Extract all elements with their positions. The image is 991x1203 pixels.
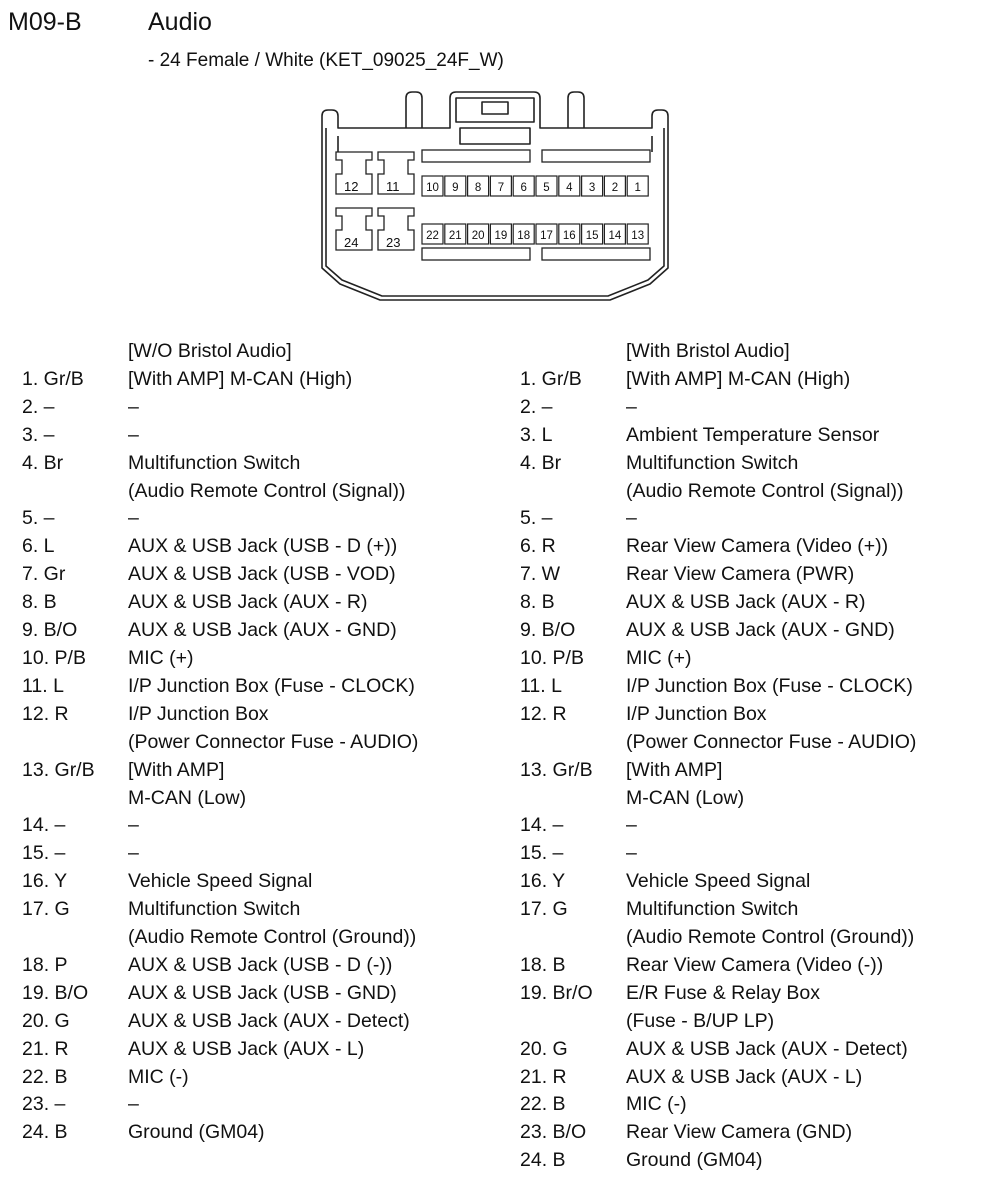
pin-id: 2. – — [520, 395, 553, 418]
pin-description: E/R Fuse & Relay Box — [626, 981, 820, 1004]
pin-id: 19. Br/O — [520, 981, 593, 1004]
pinout-row — [520, 673, 980, 701]
pinout-row — [520, 729, 980, 757]
terminal-label: 24 — [344, 235, 359, 250]
pinout-row — [520, 812, 980, 840]
pinout-row — [520, 478, 980, 506]
pin-id — [520, 785, 626, 813]
pin-id — [22, 478, 128, 506]
pin-description: Multifunction Switch — [626, 451, 799, 474]
pin-description: AUX & USB Jack (AUX - GND) — [626, 619, 895, 642]
pin-description: Vehicle Speed Signal — [128, 870, 313, 893]
pin-description: – — [626, 814, 637, 837]
pin-description: [With AMP] M-CAN (High) — [128, 367, 353, 390]
pin-id: 20. G — [22, 1009, 70, 1032]
pin-description: AUX & USB Jack (AUX - Detect) — [626, 1037, 908, 1060]
terminal-label: 12 — [344, 179, 359, 194]
pin-description: AUX & USB Jack (USB - VOD) — [128, 563, 396, 586]
pinout-row — [22, 450, 492, 478]
pin-id: 12. R — [22, 702, 69, 725]
pin-description: (Audio Remote Control (Ground)) — [626, 926, 915, 949]
pin-id: 24. B — [22, 1121, 68, 1144]
pin-id — [22, 924, 128, 952]
pin-id: 5. – — [520, 507, 553, 530]
pinout-row — [520, 1119, 980, 1147]
pin-description: (Audio Remote Control (Signal)) — [128, 479, 406, 502]
pin-id: 18. B — [520, 953, 566, 976]
pin-id: 22. B — [520, 1093, 566, 1116]
pin-id: 16. Y — [520, 870, 566, 893]
pin-description: MIC (-) — [128, 1065, 189, 1088]
column-heading: [With Bristol Audio] — [626, 340, 790, 362]
pin-number: 8 — [474, 182, 482, 194]
pin-description: (Audio Remote Control (Ground)) — [128, 926, 417, 949]
pin-id: 3. L — [520, 423, 553, 446]
pin-id — [520, 1008, 626, 1036]
pin-description: [With AMP] — [626, 758, 723, 781]
pin-id — [22, 785, 128, 813]
pinout-row — [22, 1008, 492, 1036]
pin-number: 18 — [517, 230, 531, 242]
pin-id: 18. P — [22, 953, 68, 976]
pinout-row — [22, 840, 492, 868]
column-heading-row — [22, 338, 492, 366]
pinout-row — [22, 812, 492, 840]
pin-id: 8. B — [520, 591, 555, 614]
column-heading-row — [520, 338, 980, 366]
pin-id — [22, 729, 128, 757]
pinout-row — [520, 952, 980, 980]
pinout-row — [22, 980, 492, 1008]
pin-id: 4. Br — [520, 451, 562, 474]
pinout-row — [22, 785, 492, 813]
terminal-label: 23 — [386, 235, 401, 250]
pin-number: 21 — [448, 230, 462, 242]
pin-id: 14. – — [520, 814, 564, 837]
pin-number: 4 — [566, 182, 573, 194]
pin-description: (Power Connector Fuse - AUDIO) — [128, 730, 419, 753]
pinout-row — [520, 617, 980, 645]
pinout-row — [520, 840, 980, 868]
pin-id: 14. – — [22, 814, 66, 837]
pinout-row — [22, 701, 492, 729]
pinout-row — [520, 896, 980, 924]
pin-id: 1. Gr/B — [22, 367, 84, 390]
pinout-row — [520, 561, 980, 589]
pinout-row — [22, 757, 492, 785]
pinout-row — [22, 896, 492, 924]
pinout-row — [520, 366, 980, 394]
slot — [422, 150, 530, 162]
pin-id: 13. Gr/B — [520, 758, 593, 781]
slot — [542, 248, 650, 260]
pin-id: 6. L — [22, 535, 55, 558]
pin-description: Multifunction Switch — [128, 451, 301, 474]
pin-description: [With AMP] M-CAN (High) — [626, 367, 851, 390]
pin-number: 7 — [497, 182, 505, 194]
pin-id: 15. – — [22, 842, 66, 865]
slot — [542, 150, 650, 162]
pin-description: MIC (-) — [626, 1093, 687, 1116]
pin-description: Rear View Camera (PWR) — [626, 563, 855, 586]
pin-id: 17. G — [520, 898, 568, 921]
pin-description: I/P Junction Box (Fuse - CLOCK) — [626, 674, 913, 697]
pinout-row — [520, 1091, 980, 1119]
pin-description: (Audio Remote Control (Signal)) — [626, 479, 904, 502]
column-heading: [W/O Bristol Audio] — [128, 340, 292, 362]
pinout-row — [22, 366, 492, 394]
pinout-row — [520, 505, 980, 533]
pin-id: 7. W — [520, 563, 561, 586]
pinout-with-bristol — [520, 338, 980, 1175]
pin-id: 1. Gr/B — [520, 367, 582, 390]
pin-description: – — [626, 842, 637, 865]
pin-description: – — [128, 423, 139, 446]
pin-description: Ground (GM04) — [128, 1121, 265, 1144]
pin-number: 3 — [588, 182, 596, 194]
connector-code: M09-B — [8, 8, 82, 36]
pin-number: 17 — [540, 230, 553, 242]
pin-description: AUX & USB Jack (AUX - GND) — [128, 619, 397, 642]
pin-id: 8. B — [22, 591, 57, 614]
pin-id: 23. – — [22, 1093, 66, 1116]
pinout-row — [520, 1036, 980, 1064]
pinout-row — [520, 394, 980, 422]
pin-id: 23. B/O — [520, 1121, 587, 1144]
pin-id — [520, 924, 626, 952]
pin-id: 20. G — [520, 1037, 568, 1060]
connector-spec: - 24 Female / White (KET_09025_24F_W) — [148, 50, 504, 71]
pin-description: Multifunction Switch — [626, 898, 799, 921]
pin-id: 4. Br — [22, 451, 64, 474]
pinout-row — [22, 422, 492, 450]
pin-id: 21. R — [22, 1037, 69, 1060]
pinout-row — [22, 952, 492, 980]
pin-id: 10. P/B — [520, 646, 584, 669]
pin-number: 14 — [608, 230, 622, 242]
pin-number: 15 — [585, 230, 599, 242]
pin-id: 10. P/B — [22, 646, 86, 669]
pin-id: 11. L — [22, 674, 64, 697]
pin-description: Multifunction Switch — [128, 898, 301, 921]
pin-description: – — [128, 842, 139, 865]
pinout-row — [22, 729, 492, 757]
pin-description: AUX & USB Jack (AUX - R) — [626, 591, 866, 614]
pin-description: M-CAN (Low) — [128, 786, 247, 809]
pin-number: 6 — [520, 182, 527, 194]
pinout-row — [22, 478, 492, 506]
pin-row-upper — [422, 176, 648, 196]
pin-number: 20 — [471, 230, 485, 242]
pin-id: 19. B/O — [22, 981, 89, 1004]
pinout-row — [520, 422, 980, 450]
pin-id: 15. – — [520, 842, 564, 865]
pinout-row — [520, 757, 980, 785]
pinout-row — [520, 645, 980, 673]
pinout-row — [520, 980, 980, 1008]
pinout-row — [520, 701, 980, 729]
pin-id: 17. G — [22, 898, 70, 921]
terminal-label: 11 — [386, 179, 400, 194]
pinout-row — [520, 533, 980, 561]
pin-id: 24. B — [520, 1149, 566, 1172]
pin-description: – — [128, 1093, 139, 1116]
pin-number: 16 — [562, 230, 576, 242]
pinout-row — [520, 785, 980, 813]
slot — [422, 248, 530, 260]
pin-id: 9. B/O — [520, 619, 576, 642]
pin-description: I/P Junction Box (Fuse - CLOCK) — [128, 674, 415, 697]
pin-description: (Power Connector Fuse - AUDIO) — [626, 730, 917, 753]
pin-id: 13. Gr/B — [22, 758, 95, 781]
pin-id: 9. B/O — [22, 619, 78, 642]
pin-description: I/P Junction Box — [128, 702, 269, 725]
pin-description: – — [626, 507, 637, 530]
pinout-row — [22, 868, 492, 896]
pinout-row — [520, 924, 980, 952]
pinout-row — [22, 645, 492, 673]
pin-id: 11. L — [520, 674, 562, 697]
pin-number: 19 — [494, 230, 508, 242]
pinout-row — [22, 533, 492, 561]
pin-id: 7. Gr — [22, 563, 66, 586]
pin-row-lower — [422, 224, 648, 244]
pinout-row — [520, 1147, 980, 1175]
pin-id: 22. B — [22, 1065, 68, 1088]
pinout-row — [22, 1036, 492, 1064]
pinout-row — [22, 505, 492, 533]
pin-description: (Fuse - B/UP LP) — [626, 1009, 775, 1032]
pin-description: – — [626, 395, 637, 418]
pin-id: 3. – — [22, 423, 55, 446]
pinout-row — [520, 1008, 980, 1036]
pinout-row — [520, 868, 980, 896]
pin-description: AUX & USB Jack (AUX - L) — [626, 1065, 863, 1088]
pinout-row — [22, 561, 492, 589]
pin-description: I/P Junction Box — [626, 702, 767, 725]
pinout-row — [22, 924, 492, 952]
pin-description: Rear View Camera (GND) — [626, 1121, 853, 1144]
pin-id — [520, 478, 626, 506]
pin-description: AUX & USB Jack (AUX - Detect) — [128, 1009, 410, 1032]
pin-id — [520, 729, 626, 757]
connector-diagram — [310, 88, 680, 303]
pin-description: AUX & USB Jack (USB - GND) — [128, 981, 397, 1004]
pin-description: M-CAN (Low) — [626, 786, 745, 809]
pin-description: – — [128, 814, 139, 837]
pin-number: 2 — [611, 182, 619, 194]
pinout-row — [520, 589, 980, 617]
pinout-row — [520, 450, 980, 478]
pinout-row — [22, 1119, 492, 1147]
pin-description: AUX & USB Jack (USB - D (+)) — [128, 535, 398, 558]
pin-description: AUX & USB Jack (AUX - L) — [128, 1037, 365, 1060]
pin-id: 21. R — [520, 1065, 567, 1088]
pin-id: 12. R — [520, 702, 567, 725]
pin-number: 13 — [631, 230, 645, 242]
pinout-row — [22, 589, 492, 617]
pinout-row — [520, 1064, 980, 1092]
pinout-row — [22, 1091, 492, 1119]
pin-id: 16. Y — [22, 870, 68, 893]
pin-number: 5 — [543, 182, 550, 194]
pinout-row — [22, 617, 492, 645]
pin-description: Ambient Temperature Sensor — [626, 423, 880, 446]
pin-description: – — [128, 507, 139, 530]
pin-description: Ground (GM04) — [626, 1149, 763, 1172]
pin-description: AUX & USB Jack (USB - D (-)) — [128, 953, 393, 976]
pin-description: MIC (+) — [128, 646, 194, 669]
pin-number: 9 — [452, 182, 459, 194]
pin-number: 1 — [634, 182, 641, 194]
pin-description: MIC (+) — [626, 646, 692, 669]
pin-id: 6. R — [520, 535, 556, 558]
pin-number: 10 — [426, 182, 439, 194]
pin-description: [With AMP] — [128, 758, 225, 781]
pinout-row — [22, 1064, 492, 1092]
pin-description: AUX & USB Jack (AUX - R) — [128, 591, 368, 614]
pin-description: Rear View Camera (Video (+)) — [626, 535, 889, 558]
pin-description: Vehicle Speed Signal — [626, 870, 811, 893]
pin-id: 2. – — [22, 395, 55, 418]
pin-description: Rear View Camera (Video (-)) — [626, 953, 884, 976]
pin-number: 22 — [426, 230, 439, 242]
pin-id: 5. – — [22, 507, 55, 530]
pinout-row — [22, 673, 492, 701]
pin-description: – — [128, 395, 139, 418]
pinout-without-bristol — [22, 338, 492, 1147]
pinout-row — [22, 394, 492, 422]
page-title: Audio — [148, 8, 212, 36]
